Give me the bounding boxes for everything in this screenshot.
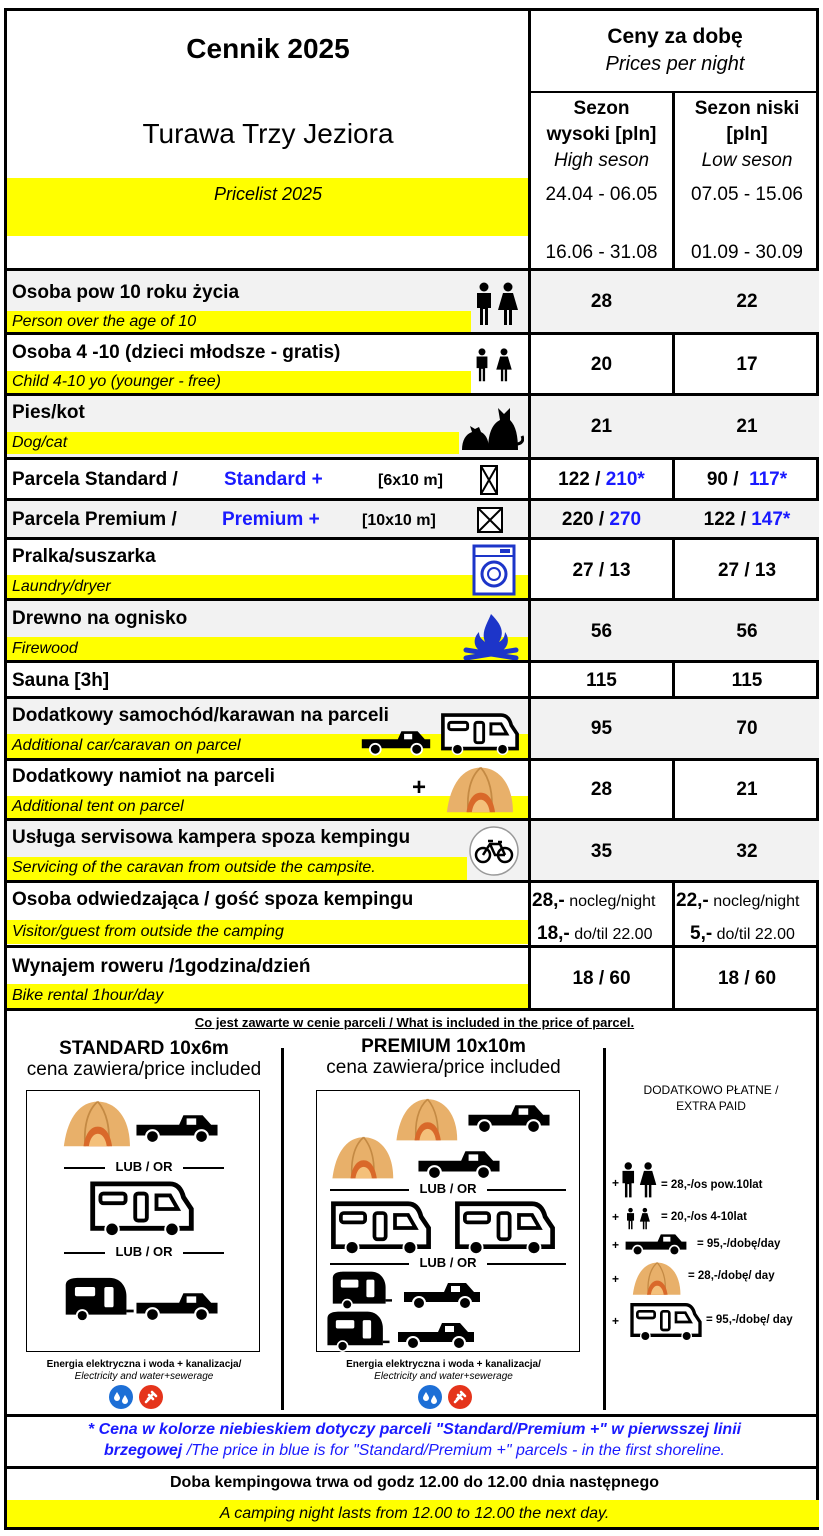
- high-price: 18 / 60: [572, 968, 631, 989]
- shoreline-note-2: [7, 1442, 822, 1460]
- tent-icon: [630, 1260, 682, 1296]
- washing-machine-icon: [472, 544, 516, 596]
- shoreline-note-2-en: /The price in blue is for "Standard/Premium +" parcels - in the first shoreline.: [186, 1442, 725, 1459]
- visitor-low-night: [676, 890, 799, 912]
- visitor-price: 5,-: [690, 923, 713, 944]
- visitor-price-note: do/til 22.00: [569, 926, 653, 943]
- row-sub-band: [7, 432, 459, 454]
- row-divider: [4, 660, 819, 663]
- or-label: LUB / OR: [105, 1159, 183, 1174]
- low-price: 56: [736, 621, 758, 642]
- tent-icon: [392, 1096, 460, 1142]
- item-subtitle: Additional tent on parcel: [12, 798, 184, 815]
- water-icon: [417, 1384, 443, 1410]
- shoreline-note-2-pl: brzegowej: [104, 1442, 187, 1459]
- pricelist-subtitle: Pricelist 2025: [213, 184, 323, 204]
- low-price: 17: [736, 354, 758, 375]
- base-price: 90 /: [706, 469, 750, 490]
- plus-sign: +: [612, 1210, 620, 1224]
- pickup-truck-icon: [398, 1280, 486, 1310]
- energy-note-en: Electricity and water+sewerage: [74, 1371, 214, 1382]
- row-divider: [4, 758, 819, 761]
- row-divider: [4, 1008, 819, 1011]
- high-season-subtitle: High seson: [553, 150, 650, 171]
- extra-paid-title-1: DODATKOWO PŁATNE /: [643, 1083, 779, 1097]
- low-price: 70: [736, 718, 758, 739]
- high-price: 21: [590, 416, 613, 437]
- high-price: [531, 509, 672, 531]
- parcel-size: [10x10 m]: [362, 512, 436, 529]
- water-icon: [108, 1384, 134, 1410]
- high-price: 28: [590, 291, 613, 312]
- extra-price: = 28,-/dobę/ day: [688, 1270, 775, 1282]
- parcel-size: [6x10 m]: [378, 472, 443, 489]
- pets-icon: [458, 404, 524, 452]
- item-name: Osoba odwiedzająca / gość spoza kempingu: [12, 889, 414, 910]
- pickup-truck-icon: [414, 1148, 504, 1180]
- pickup-truck-icon: [464, 1102, 554, 1134]
- premium-subtitle: cena zawiera/price included: [326, 1057, 561, 1078]
- high-season-dates-2: 16.06 - 31.08: [545, 242, 658, 263]
- low-season-title-2: [pln]: [726, 124, 768, 145]
- visitor-high-day: [537, 923, 652, 945]
- item-name: Sauna [3h]: [12, 670, 110, 691]
- camper-icon: [450, 1200, 560, 1256]
- premium-title: PREMIUM 10x10m: [361, 1036, 526, 1057]
- item-name: Dodatkowy namiot na parceli: [12, 766, 275, 787]
- tent-icon: [440, 764, 518, 814]
- pickup-truck-icon: [132, 1290, 222, 1322]
- energy-note-en: Electricity and water+sewerage: [374, 1371, 513, 1382]
- family-icon: [474, 280, 520, 328]
- low-price: [675, 469, 819, 491]
- or-label: LUB / OR: [105, 1244, 183, 1259]
- trailer-icon: [60, 1276, 134, 1322]
- visitor-price-note: do/til 22.00: [712, 926, 795, 943]
- standard-subtitle: cena zawiera/price included: [26, 1059, 262, 1080]
- high-price: 56: [590, 621, 613, 642]
- item-subtitle: Firewood: [12, 640, 78, 657]
- or-separator: [330, 1255, 566, 1271]
- low-price: [675, 509, 819, 531]
- high-price: [531, 469, 672, 491]
- low-price: 32: [736, 841, 758, 862]
- tent-icon: [328, 1134, 396, 1180]
- item-name: Parcela Standard /: [12, 469, 178, 490]
- family-icon: [620, 1160, 658, 1200]
- row-divider: [4, 1466, 819, 1469]
- item-subtitle: Additional car/caravan on parcel: [12, 737, 241, 754]
- extra-paid-title-2: EXTRA PAID: [676, 1099, 746, 1113]
- children-icon: [624, 1206, 654, 1230]
- high-price: 27 / 13: [572, 560, 631, 581]
- plus-sign: +: [612, 1176, 620, 1190]
- shoreline-price: 210*: [605, 469, 645, 490]
- low-price: 21: [736, 416, 758, 437]
- item-name: Pies/kot: [12, 402, 85, 423]
- item-subtitle: Dog/cat: [12, 434, 68, 451]
- energy-note: Energia elektryczna i woda + kanalizacja/: [46, 1359, 242, 1370]
- parcel-plus-label: Premium +: [222, 509, 320, 530]
- high-price: 115: [586, 670, 617, 691]
- row-sub-band: [7, 637, 528, 661]
- pickup-truck-icon: [392, 1320, 480, 1350]
- tent-icon: [60, 1098, 132, 1148]
- car-caravan-icon: [360, 712, 520, 756]
- item-name: Dodatkowy samochód/karawan na parceli: [12, 705, 389, 726]
- visitor-price-note: nocleg/night: [564, 893, 656, 910]
- energy-note: Energia elektryczna i woda + kanalizacja/: [346, 1359, 541, 1370]
- item-name: Osoba pow 10 roku życia: [12, 282, 240, 303]
- high-price: 20: [590, 354, 613, 375]
- row-divider: [4, 1414, 819, 1417]
- or-separator: [330, 1181, 566, 1197]
- extra-price: = 95,-/dobę/day: [697, 1238, 781, 1250]
- parcel-icon: [477, 507, 503, 533]
- plus-sign: +: [612, 1272, 620, 1286]
- section-divider: [281, 1048, 284, 1410]
- item-name: Pralka/suszarka: [12, 546, 156, 567]
- high-season-dates-1: 24.04 - 06.05: [545, 184, 658, 205]
- item-subtitle: Servicing of the caravan from outside the campsite.: [12, 859, 376, 876]
- campfire-icon: [462, 610, 520, 662]
- row-divider: [4, 880, 819, 883]
- row-divider: [4, 945, 819, 948]
- extra-price: = 20,-/os 4-10lat: [661, 1211, 747, 1223]
- item-name: Parcela Premium /: [12, 509, 177, 530]
- item-subtitle: Laundry/dryer: [12, 578, 111, 595]
- extra-price: = 28,-/os pow.10lat: [661, 1179, 763, 1191]
- prices-subtitle: Prices per night: [605, 53, 745, 75]
- camper-icon: [326, 1200, 436, 1256]
- high-price: 95: [590, 718, 613, 739]
- children-icon: [472, 346, 518, 382]
- shoreline-note-1: * Cena w kolorze niebieskiem dotyczy parceli "Standard/Premium +" w pierwsszej linii: [87, 1421, 742, 1438]
- parcel-plus-label: Standard +: [224, 469, 323, 490]
- high-season-title-2: wysoki [pln]: [546, 124, 657, 145]
- base-price: 122 /: [703, 509, 752, 530]
- campsite-name: Turawa Trzy Jeziora: [142, 118, 394, 149]
- shoreline-price: 117*: [749, 469, 788, 490]
- extra-price: = 95,-/dobę/ day: [706, 1314, 793, 1326]
- base-price: 220 /: [561, 509, 610, 530]
- item-subtitle: Child 4-10 yo (younger - free): [12, 373, 221, 390]
- camper-icon: [628, 1302, 704, 1342]
- visitor-high-night: [532, 890, 655, 912]
- camping-night-pl: Doba kempingowa trwa od godz 12.00 do 12.00 dnia następnego: [170, 1474, 659, 1491]
- visitor-price-note: nocleg/night: [708, 893, 800, 910]
- visitor-price: 28,-: [532, 890, 565, 911]
- included-title: Co jest zawarte w cenie parceli / What is included in the price of parcel.: [194, 1015, 635, 1030]
- shoreline-price: 147*: [751, 509, 791, 530]
- shoreline-price: 270: [609, 509, 642, 530]
- item-name: Wynajem roweru /1godzina/dzień: [12, 956, 311, 977]
- low-season-subtitle: Low seson: [701, 150, 793, 171]
- item-subtitle: Person over the age of 10: [12, 313, 197, 330]
- pickup-truck-icon: [132, 1112, 222, 1144]
- trailer-icon: [320, 1310, 392, 1352]
- electricity-icon: [138, 1384, 164, 1410]
- low-season-title-1: Sezon niski: [694, 98, 800, 119]
- prices-header-rule: [528, 91, 819, 93]
- electricity-icon: [447, 1384, 473, 1410]
- item-subtitle: Visitor/guest from outside the camping: [12, 923, 284, 940]
- plus-sign: +: [612, 1238, 620, 1252]
- high-price: 35: [590, 841, 613, 862]
- low-season-dates-1: 07.05 - 15.06: [691, 184, 803, 205]
- low-season-dates-2: 01.09 - 30.09: [691, 242, 803, 263]
- standard-title: STANDARD 10x6m: [59, 1038, 229, 1059]
- plus-sign: +: [412, 774, 427, 801]
- or-separator: [64, 1244, 224, 1260]
- plus-sign: +: [612, 1314, 620, 1328]
- pickup-truck-icon: [624, 1232, 688, 1256]
- visitor-price: 22,-: [676, 890, 709, 911]
- low-price: 18 / 60: [717, 968, 777, 989]
- page-title: Cennik 2025: [186, 33, 350, 64]
- trailer-icon: [326, 1270, 394, 1310]
- prices-title: Ceny za dobę: [607, 25, 743, 48]
- item-name: Usługa servisowa kampera spoza kempingu: [12, 827, 411, 848]
- row-divider: [4, 332, 819, 335]
- low-price: 115: [731, 670, 763, 691]
- item-subtitle: Bike rental 1hour/day: [12, 987, 164, 1004]
- bicycle-icon: [468, 825, 520, 877]
- visitor-price: 18,-: [537, 923, 570, 944]
- low-price: 27 / 13: [717, 560, 777, 581]
- or-label: LUB / OR: [409, 1255, 487, 1270]
- row-divider: [4, 537, 819, 540]
- item-name: Osoba 4 -10 (dzieci młodsze - gratis): [12, 342, 341, 363]
- low-price: 21: [736, 779, 758, 800]
- row-divider: [4, 457, 819, 460]
- low-price: 22: [736, 291, 758, 312]
- or-separator: [64, 1159, 224, 1175]
- camping-night-en: A camping night lasts from 12.00 to 12.00 the next day.: [219, 1505, 610, 1522]
- high-season-title-1: Sezon: [573, 98, 630, 119]
- parcel-icon: [480, 465, 498, 495]
- visitor-low-day: [690, 923, 795, 945]
- high-price: 28: [590, 779, 613, 800]
- base-price: 122 /: [558, 469, 606, 490]
- item-name: Drewno na ognisko: [12, 608, 188, 629]
- or-label: LUB / OR: [409, 1181, 487, 1196]
- camper-icon: [86, 1180, 198, 1238]
